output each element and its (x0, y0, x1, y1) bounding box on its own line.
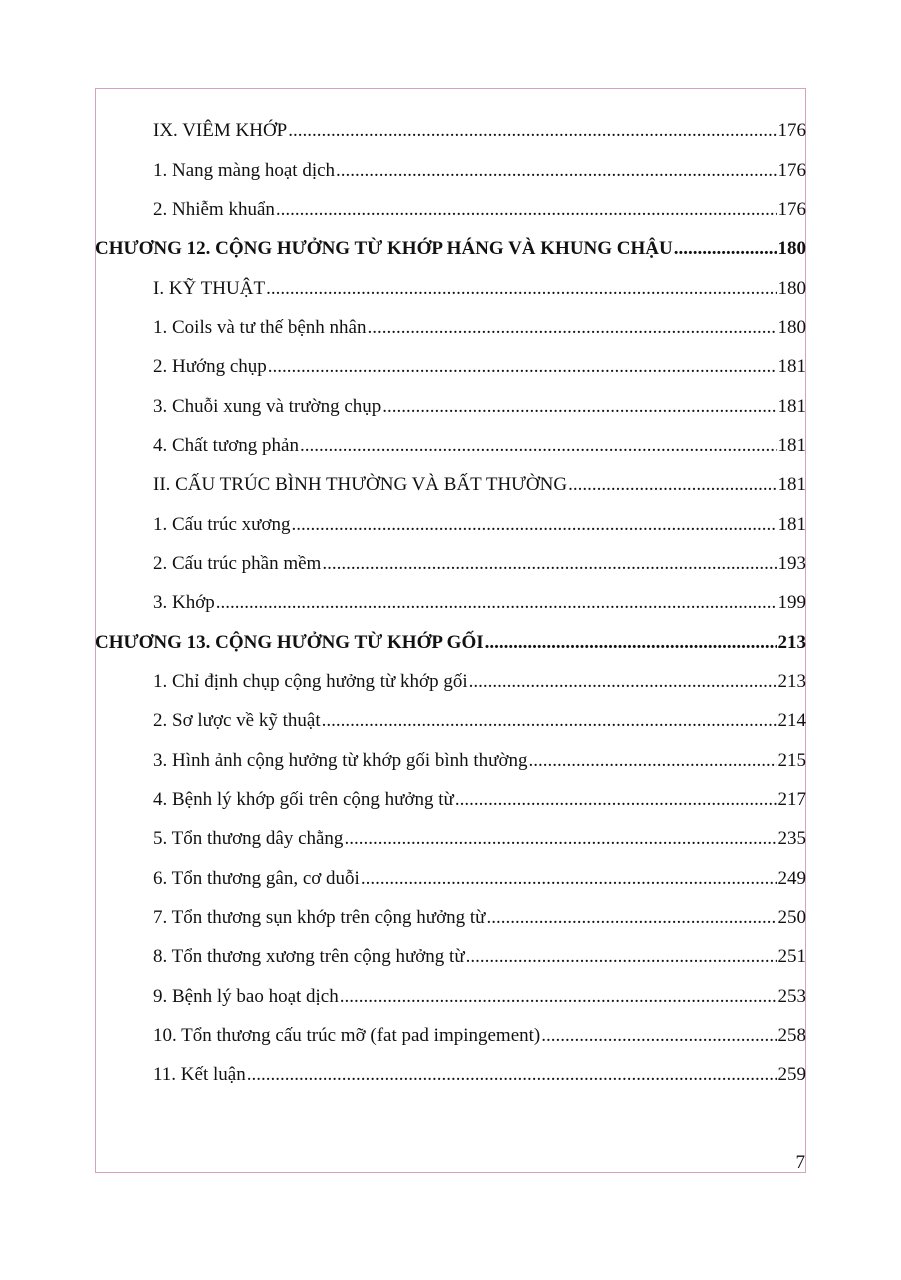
toc-dot-leader (382, 397, 776, 416)
toc-entry-label: 7. Tổn thương sụn khớp trên cộng hưởng từ (153, 907, 486, 929)
toc-entry-page: 181 (777, 434, 806, 456)
toc-entry-label: 11. Kết luận (153, 1064, 246, 1086)
toc-entry-label: 1. Cấu trúc xương (153, 513, 291, 535)
toc-entry[interactable] (95, 190, 806, 229)
toc-entry-label: CHƯƠNG 12. CỘNG HƯỞNG TỪ KHỚP HÁNG VÀ KHUNG CHẬU (95, 238, 673, 260)
toc-entry-page: 176 (777, 198, 806, 220)
toc-entry-page: 199 (777, 592, 806, 614)
toc-entry-label: II. CẤU TRÚC BÌNH THƯỜNG VÀ BẤT THƯỜNG (153, 474, 568, 496)
toc-dot-leader (485, 633, 777, 652)
toc-dot-leader (455, 790, 777, 809)
toc-dot-leader (486, 908, 776, 927)
toc-dot-leader (361, 869, 777, 888)
toc-entry-page: 176 (777, 120, 806, 142)
toc-entry-label: 1. Coils và tư thế bệnh nhân (153, 316, 367, 338)
toc-entry-page: 253 (777, 985, 806, 1007)
toc-entry[interactable] (95, 1055, 806, 1094)
toc-entry[interactable] (95, 465, 806, 504)
toc-dot-leader (322, 711, 777, 730)
toc-entry-label: 4. Chất tương phản (153, 434, 299, 456)
toc-entry-label: 2. Sơ lược về kỹ thuật (153, 710, 321, 732)
toc-entry-page: 258 (777, 1025, 806, 1047)
toc-entry-label: 2. Hướng chụp (153, 356, 267, 378)
toc-entry[interactable] (95, 150, 806, 189)
toc-entry[interactable] (95, 308, 806, 347)
toc-entry[interactable] (95, 544, 806, 583)
toc-entry-page: 180 (777, 316, 806, 338)
toc-entry[interactable] (95, 111, 806, 150)
toc-chapter-entry[interactable] (95, 622, 806, 661)
toc-dot-leader (674, 239, 777, 258)
toc-entry[interactable] (95, 701, 806, 740)
toc-entry-label: 3. Chuỗi xung và trường chụp (153, 395, 382, 417)
toc-entry[interactable] (95, 583, 806, 622)
toc-entry-label: 9. Bệnh lý bao hoạt dịch (153, 985, 339, 1007)
toc-dot-leader (367, 318, 776, 337)
toc-entry-label: IX. VIÊM KHỚP (153, 120, 288, 142)
toc-entry-page: 249 (777, 867, 806, 889)
toc-entry-page: 181 (777, 395, 806, 417)
toc-dot-leader (247, 1065, 777, 1084)
toc-entry-page: 213 (777, 631, 806, 653)
toc-entry-label: I. KỸ THUẬT (153, 277, 266, 299)
toc-entry-page: 176 (777, 159, 806, 181)
toc-dot-leader (541, 1026, 776, 1045)
toc-dot-leader (300, 436, 777, 455)
toc-dot-leader (292, 515, 777, 534)
toc-entry[interactable] (95, 426, 806, 465)
toc-entry[interactable] (95, 504, 806, 543)
toc-entry-label: 8. Tổn thương xương trên cộng hưởng từ (153, 946, 465, 968)
toc-entry-label: 4. Bệnh lý khớp gối trên cộng hưởng từ (153, 789, 454, 811)
toc-entry[interactable] (95, 859, 806, 898)
toc-entry[interactable] (95, 937, 806, 976)
toc-entry[interactable] (95, 780, 806, 819)
toc-entry-page: 251 (777, 946, 806, 968)
toc-dot-leader (344, 829, 776, 848)
toc-entry[interactable] (95, 268, 806, 307)
toc-entry[interactable] (95, 977, 806, 1016)
toc-entry-label: 1. Nang màng hoạt dịch (153, 159, 336, 181)
toc-entry-page: 181 (777, 474, 806, 496)
toc-entry[interactable] (95, 662, 806, 701)
toc-dot-leader (568, 475, 776, 494)
toc-entry-page: 193 (777, 552, 806, 574)
toc-dot-leader (268, 357, 777, 376)
toc-dot-leader (216, 593, 777, 612)
toc-dot-leader (529, 751, 777, 770)
table-of-contents (95, 111, 806, 1095)
toc-entry-page: 215 (777, 749, 806, 771)
toc-entry[interactable] (95, 347, 806, 386)
toc-entry-page: 181 (777, 356, 806, 378)
toc-dot-leader (266, 279, 776, 298)
toc-entry[interactable] (95, 898, 806, 937)
toc-entry-page: 181 (777, 513, 806, 535)
toc-dot-leader (322, 554, 776, 573)
toc-entry-page: 235 (777, 828, 806, 850)
toc-entry[interactable] (95, 1016, 806, 1055)
toc-dot-leader (469, 672, 777, 691)
toc-dot-leader (340, 987, 777, 1006)
toc-entry-page: 214 (777, 710, 806, 732)
toc-entry-label: 5. Tổn thương dây chằng (153, 828, 344, 850)
toc-entry[interactable] (95, 741, 806, 780)
toc-entry-page: 217 (777, 789, 806, 811)
toc-entry-label: 3. Khớp (153, 592, 215, 614)
toc-entry-label: 6. Tổn thương gân, cơ duỗi (153, 867, 360, 889)
toc-entry-label: 2. Nhiễm khuẩn (153, 198, 275, 220)
toc-entry-page: 180 (777, 277, 806, 299)
page-number: 7 (795, 1152, 805, 1173)
toc-entry-label: 1. Chỉ định chụp cộng hưởng từ khớp gối (153, 670, 468, 692)
toc-entry-label: 2. Cấu trúc phần mềm (153, 552, 322, 574)
toc-chapter-entry[interactable] (95, 229, 806, 268)
toc-entry-label: CHƯƠNG 13. CỘNG HƯỞNG TỪ KHỚP GỐI (95, 631, 484, 653)
toc-entry-page: 259 (777, 1064, 806, 1086)
toc-entry[interactable] (95, 819, 806, 858)
toc-entry[interactable] (95, 386, 806, 425)
toc-dot-leader (466, 947, 777, 966)
toc-dot-leader (336, 161, 776, 180)
toc-entry-page: 250 (777, 907, 806, 929)
toc-entry-label: 3. Hình ảnh cộng hưởng từ khớp gối bình thường (153, 749, 528, 771)
toc-dot-leader (288, 121, 776, 140)
toc-dot-leader (276, 200, 777, 219)
toc-entry-page: 180 (777, 238, 806, 260)
toc-entry-page: 213 (777, 670, 806, 692)
toc-entry-label: 10. Tổn thương cấu trúc mỡ (fat pad impingement) (153, 1025, 541, 1047)
